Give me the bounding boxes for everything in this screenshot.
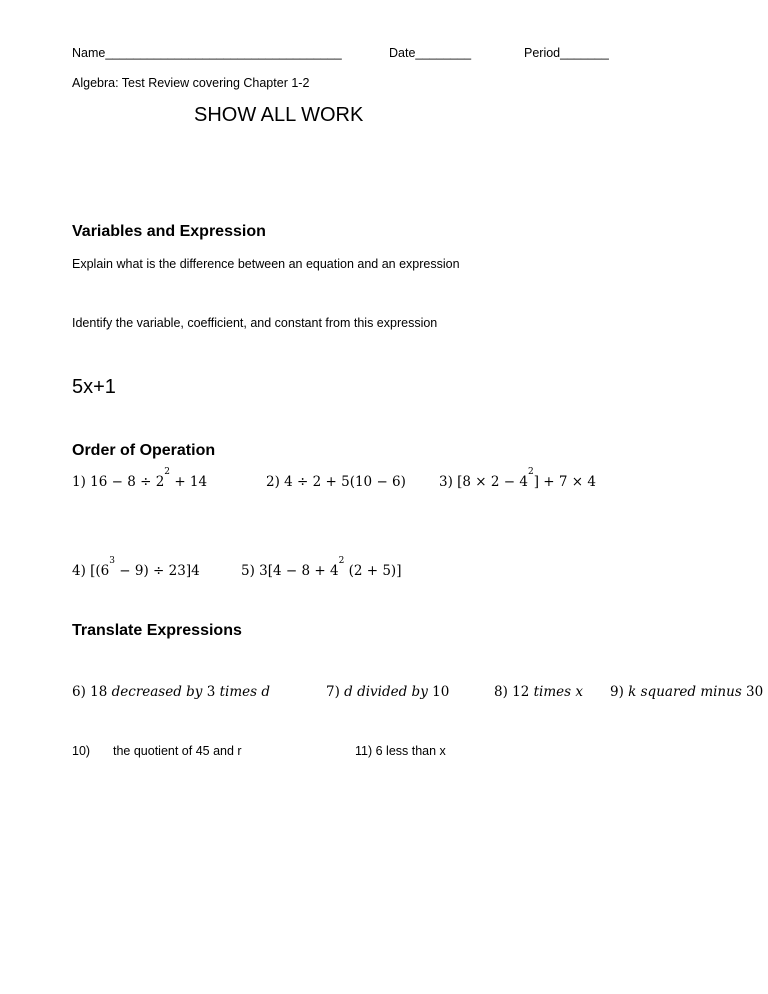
problem-9-num-b: 30: [741, 684, 764, 700]
problem-7-num: 7): [326, 684, 345, 700]
problem-6-num-b: 3: [202, 684, 220, 700]
expression-5x-plus-1: 5x+1: [72, 376, 116, 398]
problem-6: [72, 684, 270, 700]
problem-5: [241, 556, 402, 579]
problem-2: 2) 4 ÷ 2 + 5(10 − 6): [266, 474, 406, 490]
problem-4-part-a: 4) [(6: [72, 563, 110, 579]
problem-1-exponent: 2: [164, 467, 171, 477]
question-equation-vs-expression: Explain what is the difference between an equation and an expression: [72, 257, 460, 271]
problem-10-number: 10): [72, 744, 91, 758]
problem-6-num: 6) 18: [72, 684, 112, 700]
name-field: Name__________________________________: [72, 46, 342, 60]
problem-9: [610, 684, 763, 700]
problem-10-text: the quotient of 45 and r: [113, 744, 242, 758]
problem-3-part-b: ] + 7 × 4: [533, 474, 596, 490]
problem-8: [494, 684, 583, 700]
problem-4-part-b: − 9) ÷ 23]4: [115, 563, 200, 579]
problem-11: 11) 6 less than x: [355, 744, 446, 758]
problem-8-num: 8) 12: [494, 684, 534, 700]
order-of-operation-heading: Order of Operation: [72, 442, 216, 459]
problem-4-exponent: 3: [109, 556, 116, 566]
problem-1-part-b: + 14: [170, 474, 208, 490]
show-all-work-title: SHOW ALL WORK: [194, 104, 364, 126]
problem-6-words-b: times d: [219, 684, 271, 700]
problem-1: [72, 467, 208, 490]
variables-heading: Variables and Expression: [72, 223, 266, 240]
problem-9-words: k squared minus: [628, 684, 742, 700]
problem-5-exponent: 2: [338, 556, 345, 566]
problem-4: [72, 556, 200, 579]
problem-9-num: 9): [610, 684, 629, 700]
problem-5-part-a: 5) 3[4 − 8 + 4: [241, 563, 339, 579]
problem-6-words-a: decreased by: [111, 684, 203, 700]
problem-7-words: d divided by: [344, 684, 428, 700]
problem-7-num-b: 10: [427, 684, 450, 700]
problem-3-part-a: 3) [8 × 2 − 4: [439, 474, 528, 490]
period-field: Period_______: [524, 46, 609, 60]
question-identify-parts: Identify the variable, coefficient, and constant from this expression: [72, 316, 438, 330]
problem-1-part-a: 1) 16 − 8 ÷ 2: [72, 474, 165, 490]
problem-5-part-b: (2 + 5)]: [344, 563, 402, 579]
date-field: Date________: [389, 46, 472, 60]
problem-7: [326, 684, 449, 700]
problem-3-exponent: 2: [527, 467, 534, 477]
subtitle: Algebra: Test Review covering Chapter 1-2: [72, 76, 310, 90]
translate-heading: Translate Expressions: [72, 622, 242, 639]
problem-8-words: times x: [533, 684, 583, 700]
problem-3: [439, 467, 596, 490]
